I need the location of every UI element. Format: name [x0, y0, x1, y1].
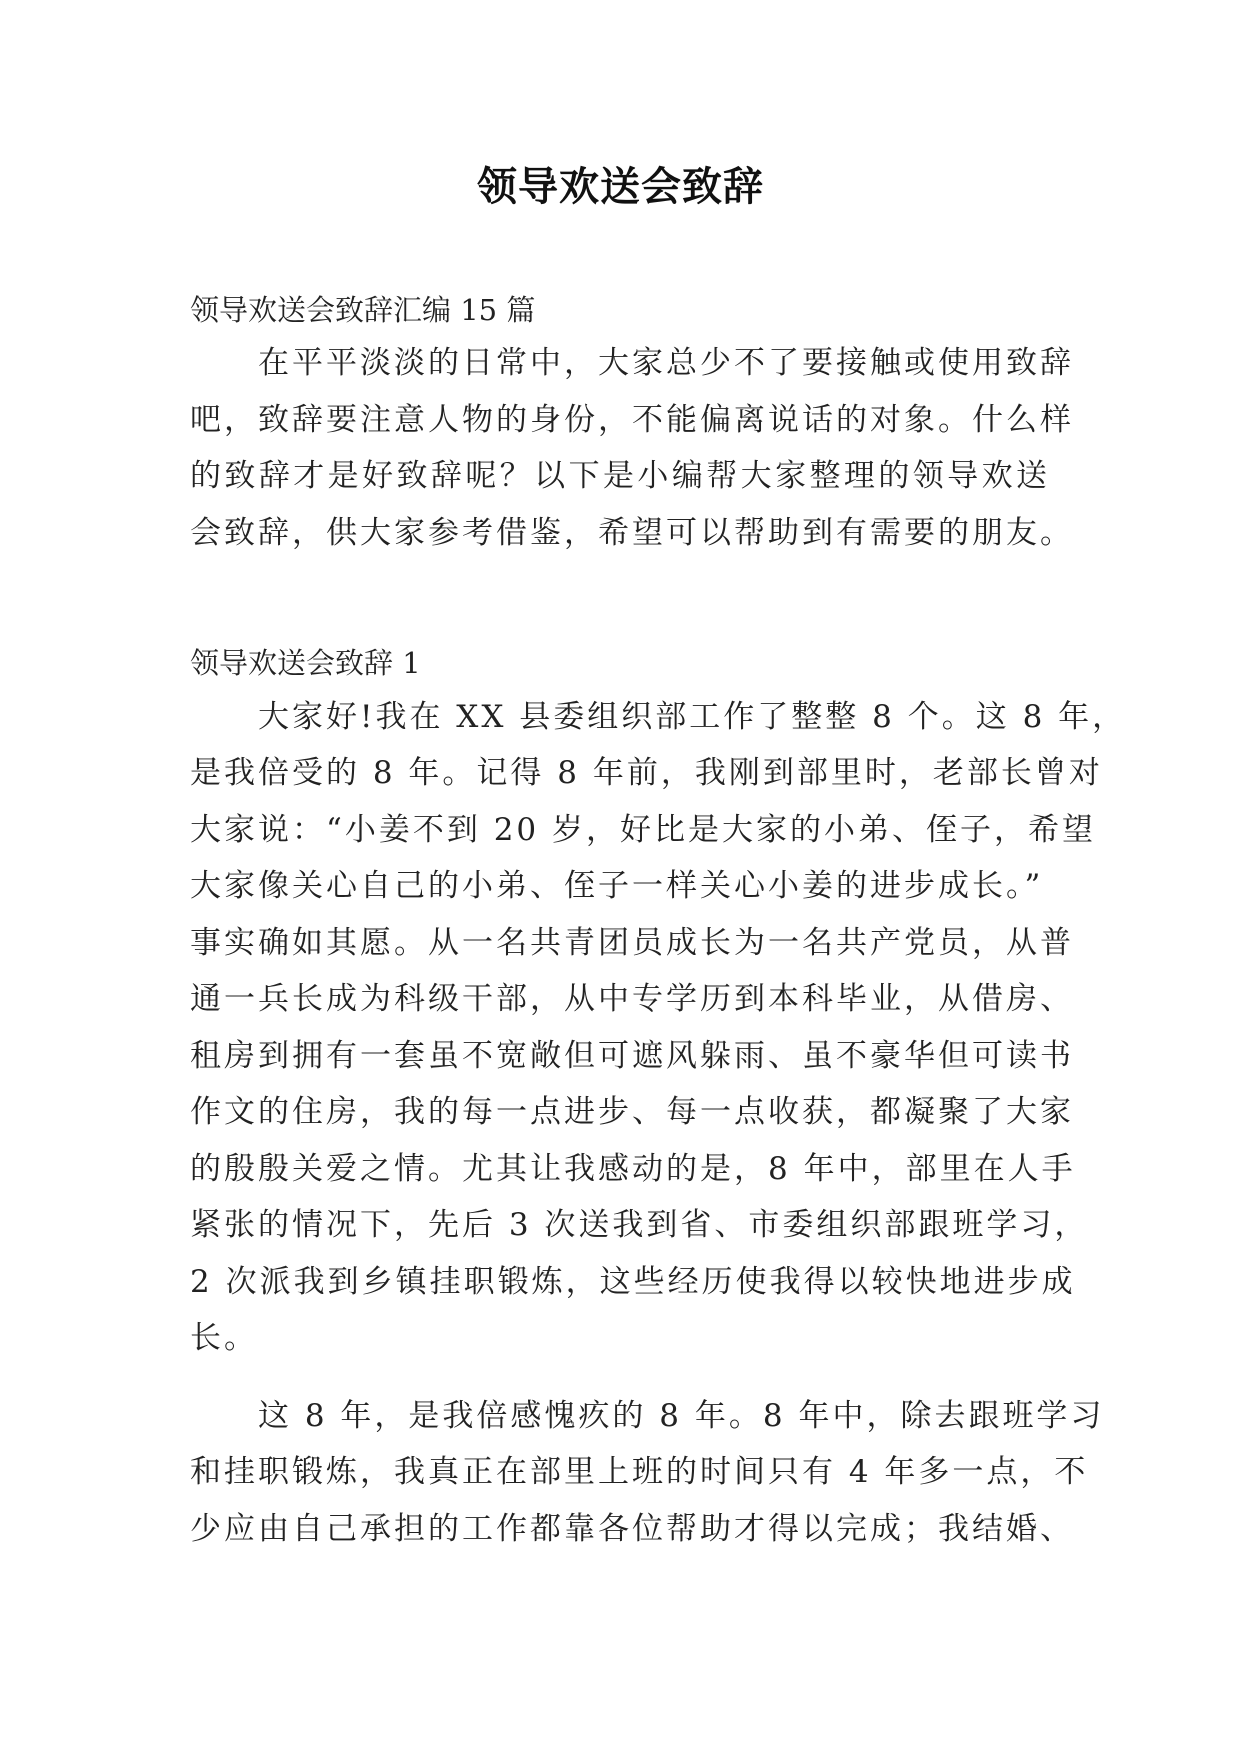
intro-line: 在平平淡淡的日常中，大家总少不了要接触或使用致辞: [258, 345, 1074, 381]
body-line: 少应由自己承担的工作都靠各位帮助才得以完成；我结婚、: [190, 1511, 1074, 1547]
body-line: 2 次派我到乡镇挂职锻炼，这些经历使我得以较快地进步成: [190, 1264, 1076, 1300]
body-line: 紧张的情况下，先后 3 次送我到省、市委组织部跟班学习，: [190, 1207, 1089, 1243]
body-line: 大家说：“小姜不到 20 岁，好比是大家的小弟、侄子，希望: [190, 812, 1096, 848]
intro-line: 吧，致辞要注意人物的身份，不能偏离说话的对象。什么样: [190, 402, 1074, 438]
body-line: 是我倍受的 8 年。记得 8 年前，我刚到部里时，老部长曾对: [190, 755, 1103, 791]
collection-heading: 领导欢送会致辞汇编 15 篇: [190, 293, 536, 327]
body-line: 事实确如其愿。从一名共青团员成长为一名共产党员，从普: [190, 925, 1074, 961]
body-line: 租房到拥有一套虽不宽敞但可遮风躲雨、虽不豪华但可读书: [190, 1038, 1074, 1074]
section-heading: 领导欢送会致辞 1: [190, 646, 421, 680]
body-line: 的殷殷关爱之情。尤其让我感动的是，8 年中，部里在人手: [190, 1151, 1076, 1187]
document-title: 领导欢送会致辞: [477, 163, 764, 210]
intro-line: 的致辞才是好致辞呢？以下是小编帮大家整理的领导欢送: [190, 458, 1050, 494]
body-line: 大家像关心自己的小弟、侄子一样关心小姜的进步成长。”: [190, 868, 1044, 904]
body-line: 这 8 年，是我倍感愧疚的 8 年。8 年中，除去跟班学习: [258, 1398, 1105, 1434]
body-line: 和挂职锻炼，我真正在部里上班的时间只有 4 年多一点，不: [190, 1454, 1089, 1490]
body-line: 作文的住房，我的每一点进步、每一点收获，都凝聚了大家: [190, 1094, 1074, 1130]
body-line: 大家好!我在 XX 县委组织部工作了整整 8 个。这 8 年，: [258, 699, 1127, 735]
intro-line: 会致辞，供大家参考借鉴，希望可以帮助到有需要的朋友。: [190, 515, 1074, 551]
body-line: 通一兵长成为科级干部，从中专学历到本科毕业，从借房、: [190, 981, 1074, 1017]
body-line: 长。: [190, 1320, 258, 1356]
